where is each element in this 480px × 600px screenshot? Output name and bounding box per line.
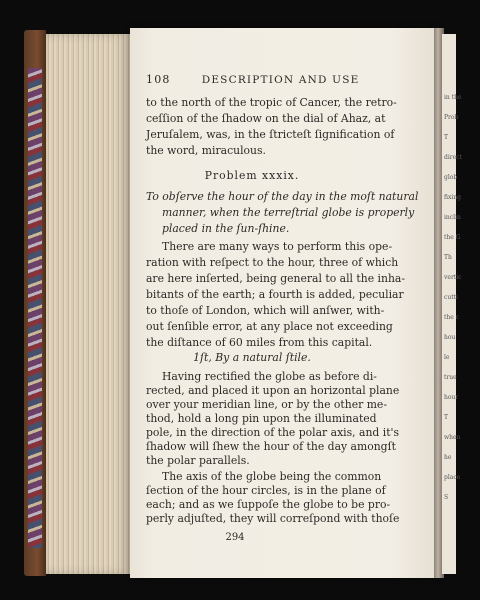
text-line: rected, and placed it upon an horizontal plane xyxy=(146,384,400,397)
right-page-text-fragment: vertic xyxy=(444,274,462,281)
page-number: 108 xyxy=(146,73,171,86)
text-line: thod, hold a long pin upon the illuminated xyxy=(146,412,377,425)
right-page-text-fragment: true xyxy=(444,374,457,381)
right-page-text-fragment: in the xyxy=(444,94,462,101)
text-line: each; and as we ſuppoſe the globe to be pro- xyxy=(146,498,391,511)
text-line: Having rectified the globe as before di- xyxy=(162,370,377,383)
right-page-text-fragment: when xyxy=(444,434,461,441)
problem-title-line: manner, when the terreſtrial globe is properly xyxy=(162,206,415,219)
right-page-text-fragment: the c xyxy=(444,314,460,321)
text-line: out ſenſible error, at any place not exceeding xyxy=(146,320,393,333)
right-page-text-fragment: Th xyxy=(444,254,452,261)
text-line: ſection of the hour circles, is in the plane of xyxy=(146,484,386,497)
right-page-text-fragment: hou xyxy=(444,334,456,341)
text-line: ration with reſpect to the hour, three of which xyxy=(146,256,399,269)
right-page-text-fragment: cutti xyxy=(444,294,458,301)
right-page-text-fragment: le xyxy=(444,354,450,361)
right-page-text-fragment: the G xyxy=(444,234,461,241)
page-signature: 294 xyxy=(225,532,245,543)
text-line: ceſſion of the ſhadow on the dial of Ahaz, at xyxy=(146,112,386,125)
right-page-text-fragment: T xyxy=(444,414,449,421)
text-line: the polar parallels. xyxy=(146,454,250,467)
running-title: DESCRIPTION AND USE xyxy=(201,74,360,86)
right-page-text-fragment: glob xyxy=(444,174,458,181)
right-page-text-fragment: place xyxy=(444,474,461,481)
right-page-text-fragment: hour xyxy=(444,394,459,401)
text-line: are here inſerted, being general to all the inha- xyxy=(146,272,405,285)
text-line: pole, in the direction of the polar axis, and it's xyxy=(146,426,400,439)
text-line: The axis of the globe being the common xyxy=(162,470,382,483)
text-line: Jeruſalem, was, in the ſtricteſt ſignification of xyxy=(146,128,395,141)
marbled-endpaper xyxy=(28,68,42,548)
right-page-text-fragment: Prob xyxy=(444,114,459,121)
right-page-fragment xyxy=(442,34,462,574)
problem-heading: Problem xxxix. xyxy=(204,169,300,182)
problem-title-line: placed in the ſun-ſhine. xyxy=(162,222,290,235)
text-line: to thoſe of London, which will anſwer, with- xyxy=(146,304,385,317)
text-line: the diſtance of 60 miles from this capital. xyxy=(146,336,373,349)
problem-title-line: To obſerve the hour of the day in the moſt natural xyxy=(146,190,419,203)
text-line: perly adjuſted, they will correſpond with thoſe xyxy=(146,512,400,525)
text-line: to the north of the tropic of Cancer, the retro- xyxy=(146,96,397,109)
text-line: There are many ways to perform this ope- xyxy=(162,240,393,253)
page-edges xyxy=(46,34,130,574)
text-line: bitants of the earth; a fourth is added, peculiar xyxy=(146,288,404,301)
right-page-text-fragment: direct xyxy=(444,154,462,161)
text-line: the word, miraculous. xyxy=(146,144,266,157)
right-page-text-fragment: fixing xyxy=(444,194,462,201)
right-page-text-fragment: S xyxy=(444,494,449,501)
subheading: 1ſt, By a natural ſtile. xyxy=(193,351,311,364)
page-header xyxy=(146,72,359,89)
text-line: ſhadow will ſhew the hour of the day amongſt xyxy=(146,440,396,453)
text-line: over your meridian line, or by the other me- xyxy=(146,398,387,411)
right-page-text-fragment: inclin xyxy=(444,214,461,221)
right-page-text-fragment: T xyxy=(444,134,449,141)
right-page-text-fragment: he xyxy=(444,454,452,461)
